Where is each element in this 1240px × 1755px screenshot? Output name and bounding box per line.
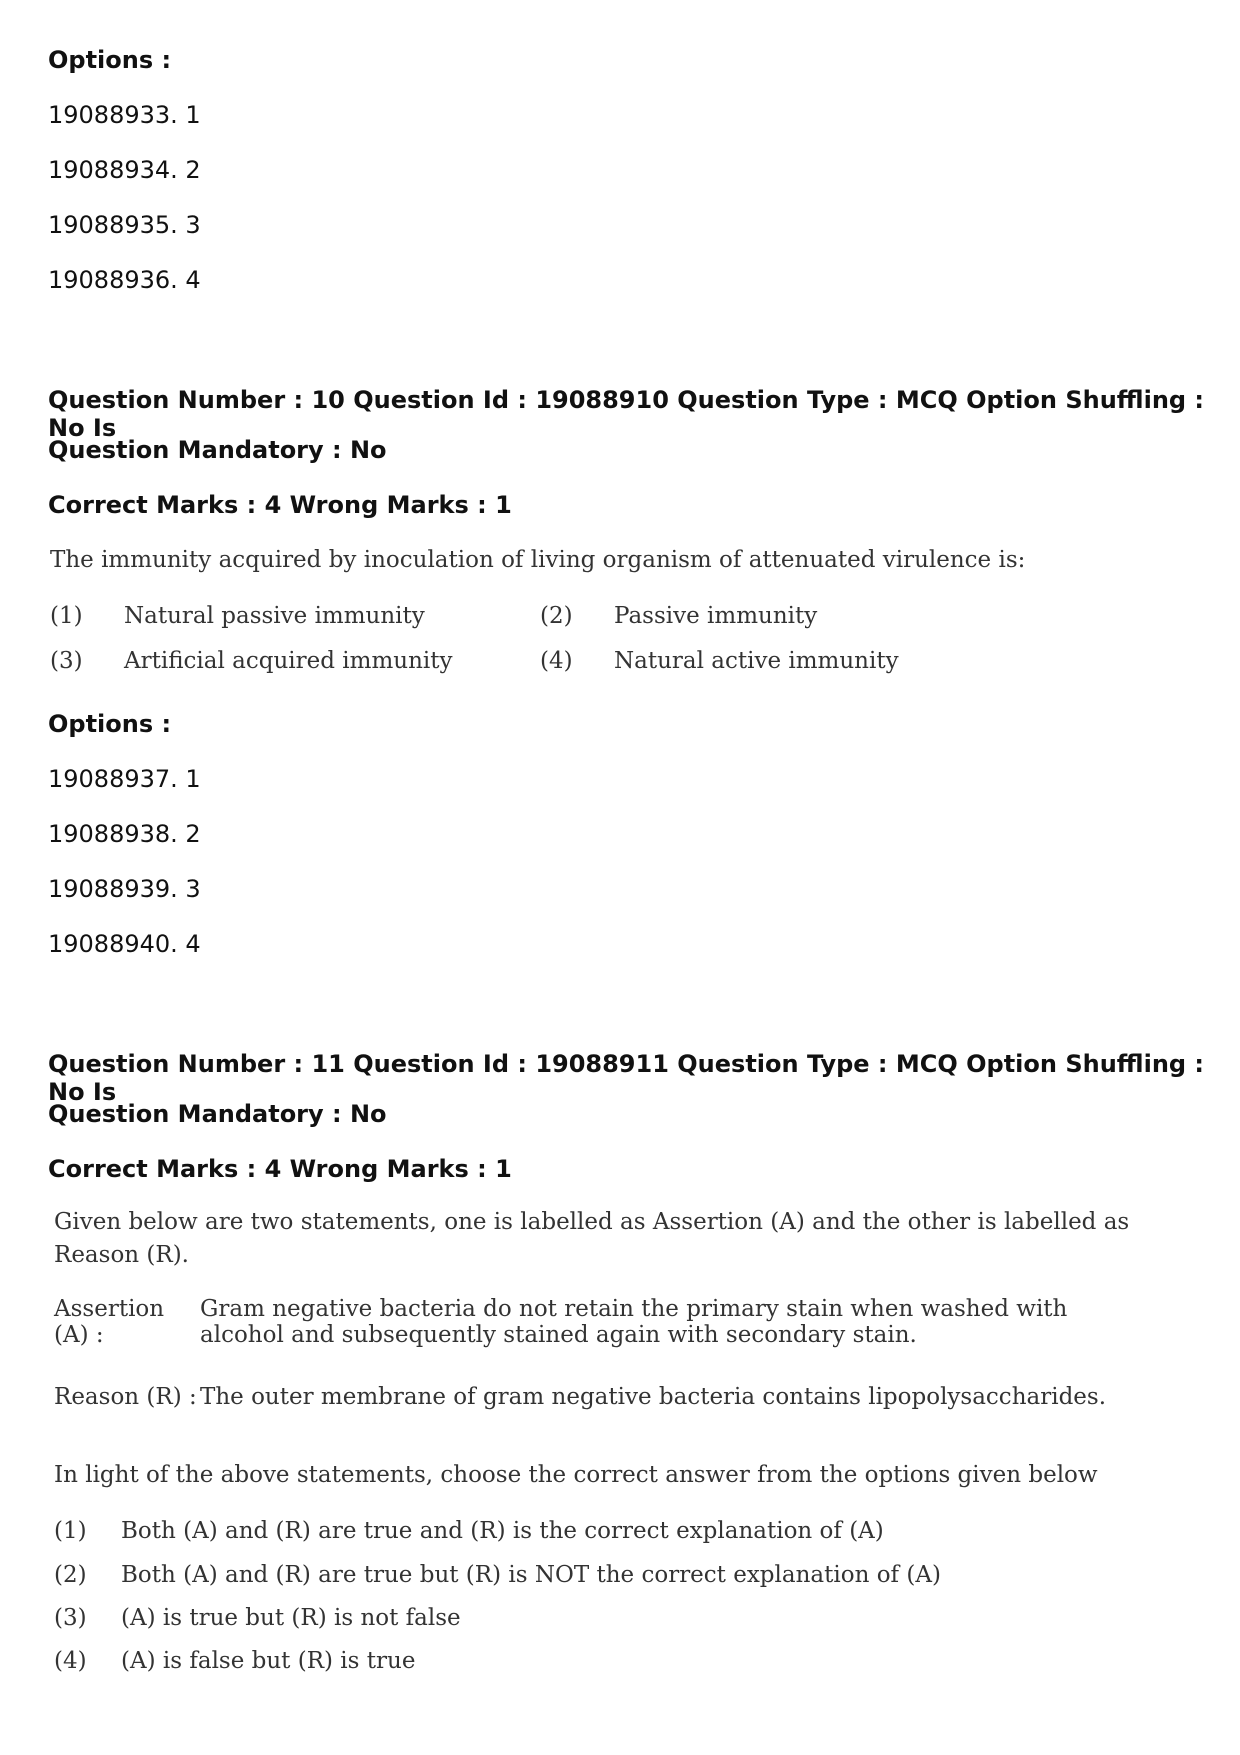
assertion-line: Gram negative bacteria do not retain the primary stain when washed with	[200, 1296, 1068, 1322]
choice-number: (3)	[54, 1605, 87, 1631]
choice-number: (2)	[54, 1562, 87, 1588]
choice-number: (3)	[50, 648, 83, 674]
statement-intro: Given below are two statements, one is labelled as Assertion (A) and the other is labelled as	[54, 1209, 1130, 1235]
choice-number: (4)	[54, 1648, 87, 1674]
choice	[540, 603, 817, 629]
reason-text: The outer membrane of gram negative bacteria contains lipopolysaccharides.	[200, 1384, 1107, 1410]
choice	[50, 648, 452, 674]
choice-text: Passive immunity	[614, 603, 818, 629]
choice-text: Both (A) and (R) are true but (R) is NOT the correct explanation of (A)	[121, 1562, 941, 1588]
choice	[54, 1562, 941, 1588]
choice-number: (4)	[540, 648, 573, 674]
option-line: 19088935. 3	[48, 211, 201, 239]
choice-number: (2)	[540, 603, 573, 629]
assertion-line: alcohol and subsequently stained again with secondary stain.	[200, 1322, 917, 1348]
question-header: Question Number : 11 Question Id : 19088911 Question Type : MCQ Option Shuffling : No Is	[48, 1050, 1205, 1106]
options-heading: Options :	[48, 710, 172, 738]
question-header: Question Number : 10 Question Id : 19088910 Question Type : MCQ Option Shuffling : No Is	[48, 386, 1205, 442]
choice-text: Natural passive immunity	[124, 603, 425, 629]
choice-text: Artificial acquired immunity	[124, 648, 453, 674]
choice-text: (A) is true but (R) is not false	[121, 1605, 461, 1631]
question-header-cont: Question Mandatory : No	[48, 1100, 387, 1128]
choice	[54, 1605, 461, 1631]
option-line: 19088934. 2	[48, 156, 201, 184]
assertion	[54, 1296, 1067, 1348]
choice	[54, 1518, 884, 1544]
option-line: 19088939. 3	[48, 875, 201, 903]
choice-text: Both (A) and (R) are true and (R) is the correct explanation of (A)	[121, 1518, 884, 1544]
choice	[540, 648, 899, 674]
choice-number: (1)	[54, 1518, 87, 1544]
choice-text: Natural active immunity	[614, 648, 899, 674]
instruction: In light of the above statements, choose the correct answer from the options given below	[54, 1462, 1098, 1488]
statement-intro-cont: Reason (R).	[54, 1242, 189, 1268]
option-line: 19088940. 4	[48, 930, 201, 958]
question-header-cont: Question Mandatory : No	[48, 436, 387, 464]
assertion-text	[200, 1296, 1067, 1348]
question-marks: Correct Marks : 4 Wrong Marks : 1	[48, 1155, 512, 1183]
option-line: 19088933. 1	[48, 101, 201, 129]
reason	[54, 1384, 1106, 1410]
option-line: 19088938. 2	[48, 820, 201, 848]
question-stem: The immunity acquired by inoculation of living organism of attenuated virulence is:	[50, 547, 1026, 573]
assertion-label: Assertion (A) :	[54, 1296, 165, 1348]
option-line: 19088937. 1	[48, 765, 201, 793]
choice	[50, 603, 425, 629]
choice-number: (1)	[50, 603, 83, 629]
question-marks: Correct Marks : 4 Wrong Marks : 1	[48, 491, 512, 519]
options-heading: Options :	[48, 46, 172, 74]
choice	[54, 1648, 415, 1674]
option-line: 19088936. 4	[48, 266, 201, 294]
choice-text: (A) is false but (R) is true	[121, 1648, 416, 1674]
reason-label: Reason (R) :	[54, 1384, 197, 1410]
